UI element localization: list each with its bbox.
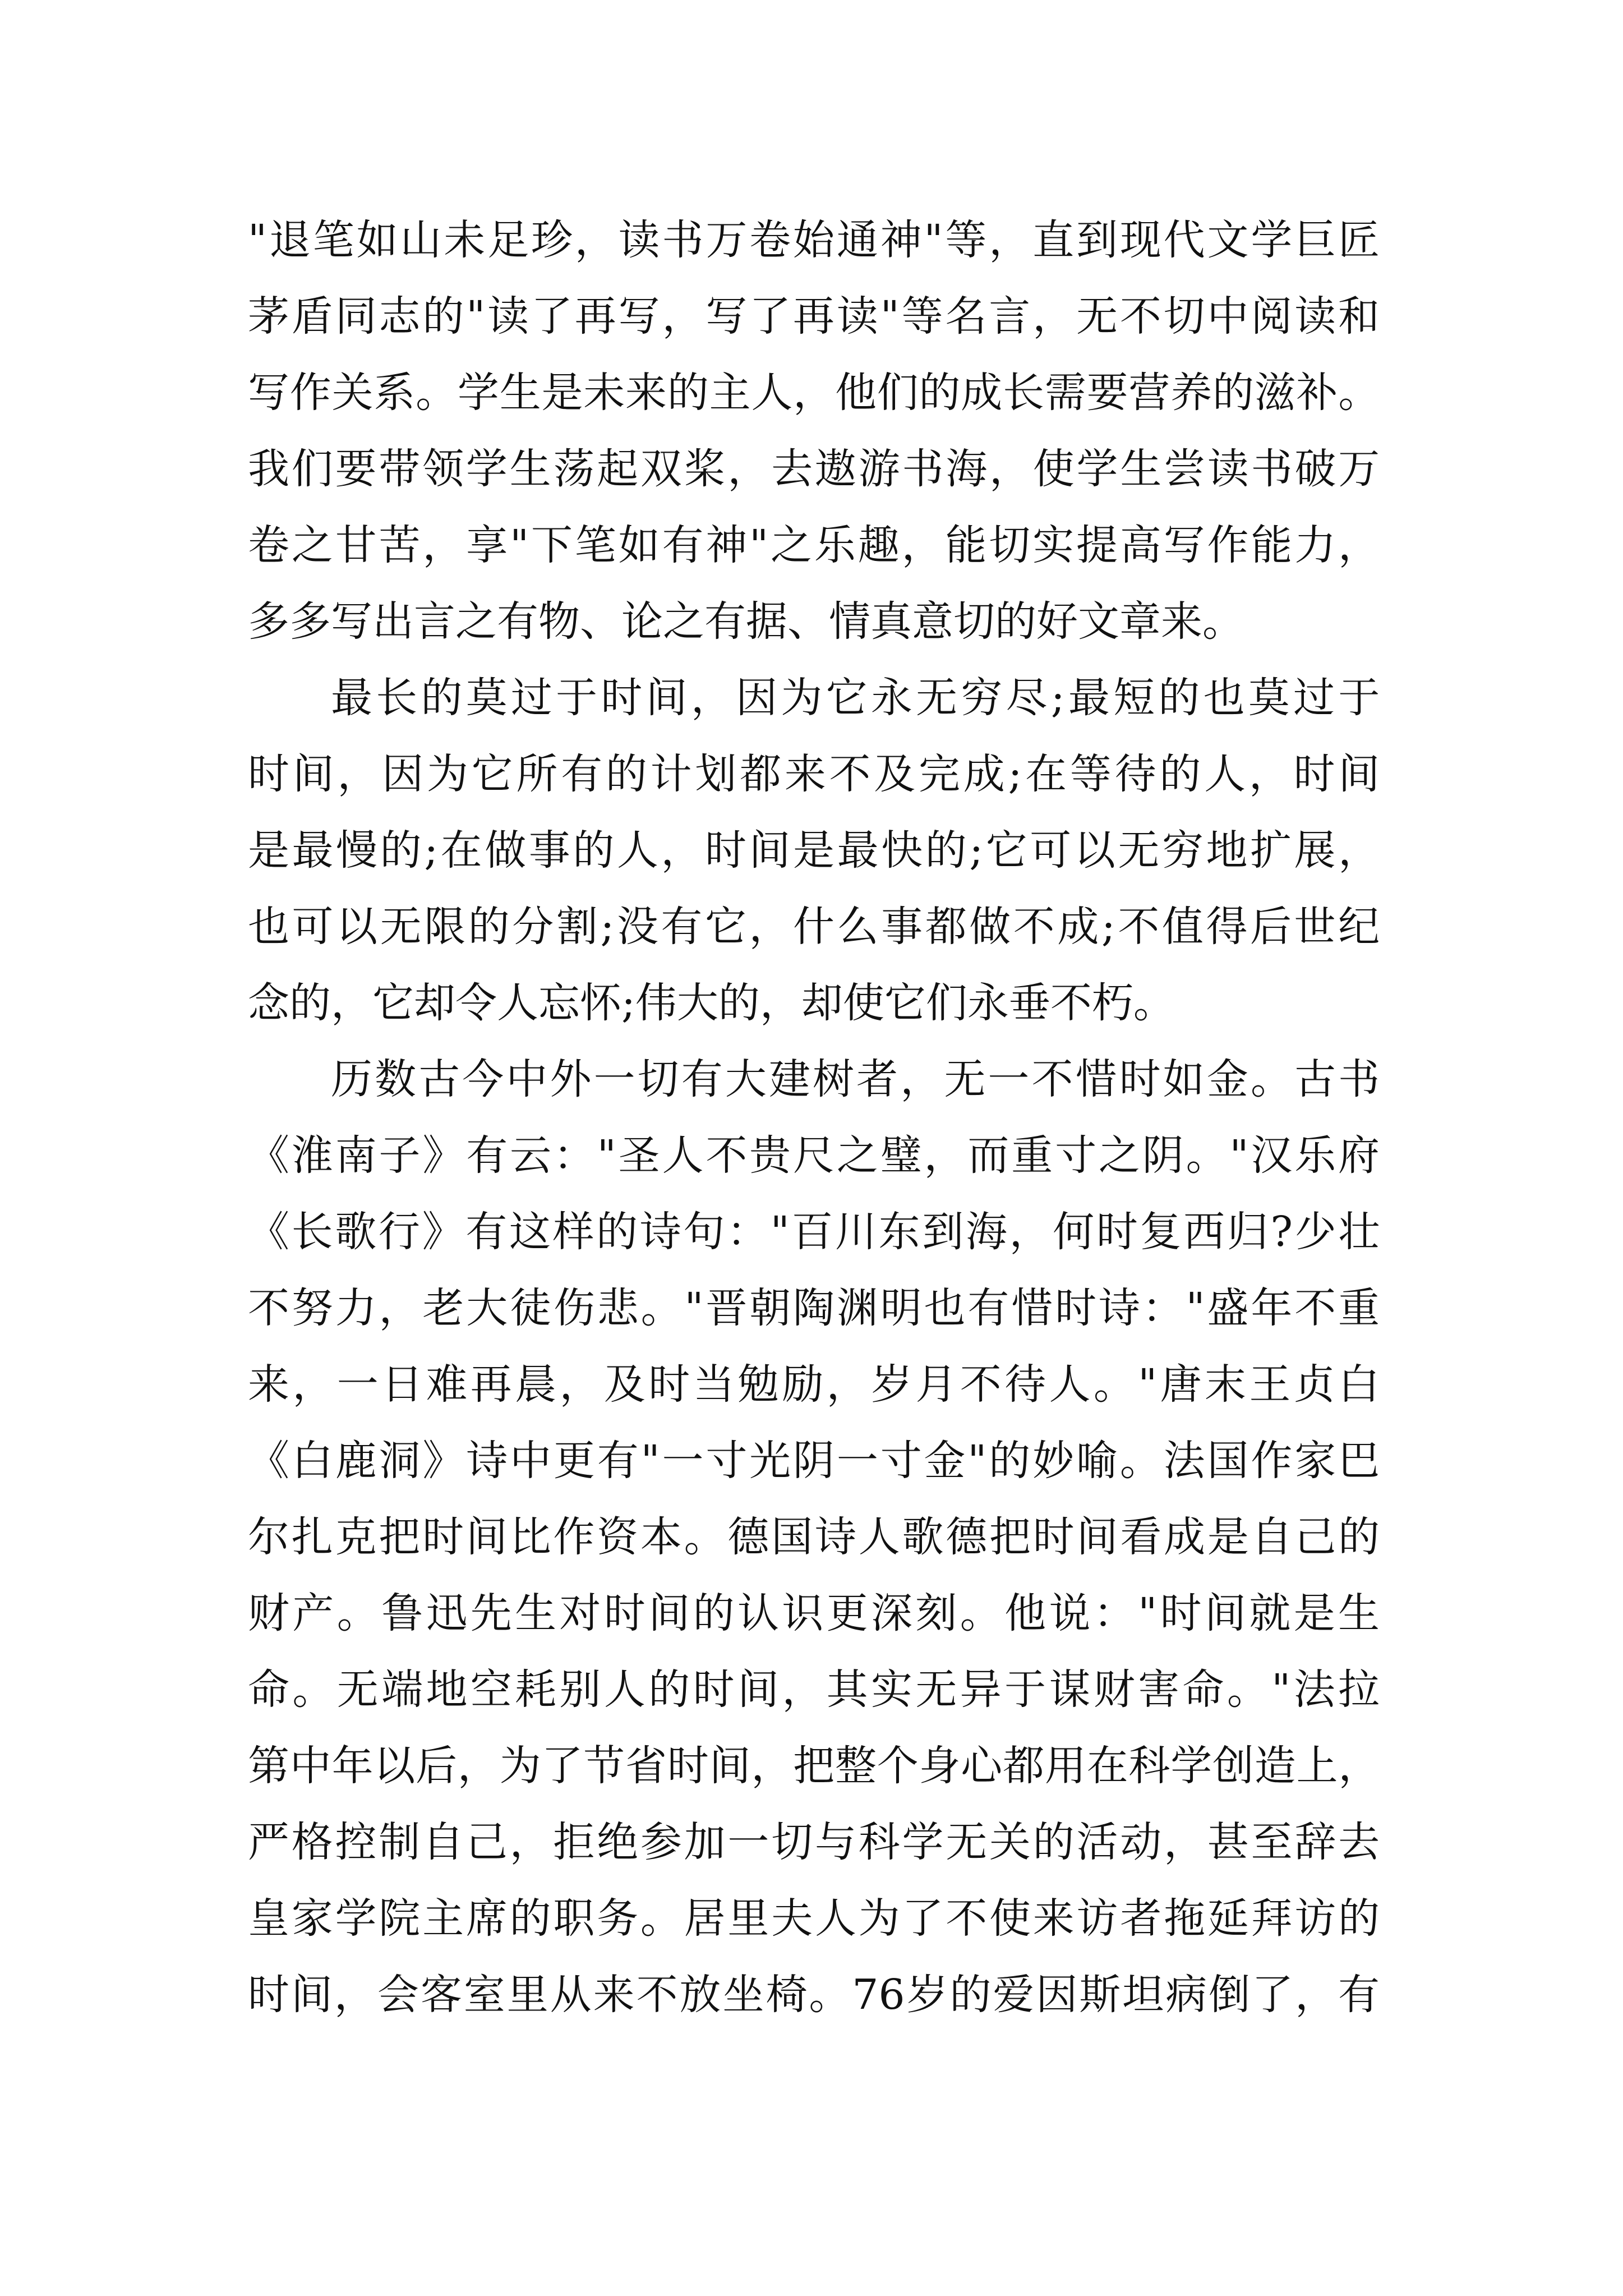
- text-line: 我们要带领学生荡起双桨，去遨游书海，使学生尝读书破万: [248, 445, 1380, 493]
- text-line: 也可以无限的分割;没有它，什么事都做不成;不值得后世纪: [248, 903, 1380, 951]
- text-line: "退笔如山未足珍，读书万卷始通神"等，直到现代文学巨匠: [248, 216, 1380, 264]
- text-line: 命。无端地空耗别人的时间，其实无异于谋财害命。"法拉: [248, 1665, 1380, 1714]
- text-line: 财产。鲁迅先生对时间的认识更深刻。他说："时间就是生: [248, 1589, 1380, 1637]
- text-line: 多多写出言之有物、论之有据、情真意切的好文章来。: [248, 597, 1244, 646]
- text-line: 皇家学院主席的职务。居里夫人为了不使来访者拖延拜访的: [248, 1894, 1380, 1943]
- text-line: 时间，会客室里从来不放坐椅。76岁的爱因斯坦病倒了，有: [248, 1971, 1380, 2019]
- text-line: 历数古今中外一切有大建树者，无一不惜时如金。古书: [331, 1055, 1380, 1103]
- text-line: 不努力，老大徒伤悲。"晋朝陶渊明也有惜时诗："盛年不重: [248, 1284, 1380, 1332]
- text-line: 卷之甘苦，享"下笔如有神"之乐趣，能切实提高写作能力，: [248, 521, 1380, 569]
- text-line: 尔扎克把时间比作资本。德国诗人歌德把时间看成是自己的: [248, 1513, 1380, 1561]
- text-line: 念的，它却令人忘怀;伟大的，却使它们永垂不朽。: [248, 979, 1175, 1027]
- body-text: [248, 202, 1380, 2033]
- text-line: 是最慢的;在做事的人，时间是最快的;它可以无穷地扩展，: [248, 826, 1380, 875]
- text-line: 《长歌行》有这样的诗句："百川东到海，何时复西归?少壮: [248, 1208, 1380, 1256]
- text-line: 来，一日难再晨，及时当勉励，岁月不待人。"唐末王贞白: [248, 1360, 1380, 1409]
- text-line: 最长的莫过于时间，因为它永无穷尽;最短的也莫过于: [331, 674, 1380, 722]
- text-line: 《淮南子》有云："圣人不贵尺之璧，而重寸之阴。"汉乐府: [248, 1131, 1380, 1180]
- text-line: 写作关系。学生是未来的主人，他们的成长需要营养的滋补。: [248, 369, 1380, 417]
- text-line: 茅盾同志的"读了再写，写了再读"等名言，无不切中阅读和: [248, 292, 1380, 341]
- text-line: 时间，因为它所有的计划都来不及完成;在等待的人，时间: [248, 750, 1380, 798]
- text-line: 《白鹿洞》诗中更有"一寸光阴一寸金"的妙喻。法国作家巴: [248, 1437, 1380, 1485]
- text-line: 严格控制自己，拒绝参加一切与科学无关的活动，甚至辞去: [248, 1818, 1380, 1866]
- text-line: 第中年以后，为了节省时间，把整个身心都用在科学创造上，: [248, 1742, 1380, 1790]
